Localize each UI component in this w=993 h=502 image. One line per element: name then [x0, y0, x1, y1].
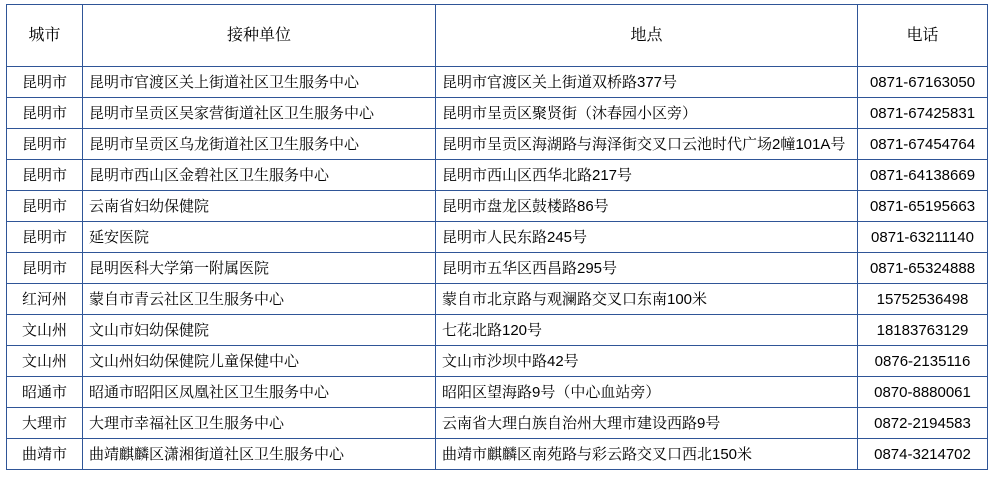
table-row	[7, 346, 988, 377]
cell-city: 昆明市	[7, 98, 83, 129]
cell-phone: 0872-2194583	[858, 408, 988, 439]
cell-unit: 昆明市官渡区关上街道社区卫生服务中心	[83, 67, 436, 98]
cell-unit: 大理市幸福社区卫生服务中心	[83, 408, 436, 439]
cell-phone: 0871-67454764	[858, 129, 988, 160]
table-body	[7, 67, 988, 470]
cell-phone: 0876-2135116	[858, 346, 988, 377]
cell-address: 昆明市呈贡区海湖路与海泽街交叉口云池时代广场2幢101A号	[436, 129, 858, 160]
cell-phone: 0871-67425831	[858, 98, 988, 129]
cell-phone: 0871-64138669	[858, 160, 988, 191]
cell-city: 昆明市	[7, 129, 83, 160]
cell-address: 昆明市盘龙区鼓楼路86号	[436, 191, 858, 222]
cell-address: 七花北路120号	[436, 315, 858, 346]
table-row	[7, 284, 988, 315]
cell-address: 昭阳区望海路9号（中心血站旁）	[436, 377, 858, 408]
cell-address: 昆明市西山区西华北路217号	[436, 160, 858, 191]
table-row	[7, 315, 988, 346]
vaccination-sites-table	[6, 4, 988, 470]
cell-address: 昆明市人民东路245号	[436, 222, 858, 253]
column-header-address: 地点	[436, 5, 858, 67]
cell-unit: 延安医院	[83, 222, 436, 253]
cell-address: 昆明市官渡区关上街道双桥路377号	[436, 67, 858, 98]
table-header	[7, 5, 988, 67]
table-row	[7, 439, 988, 470]
cell-city: 昆明市	[7, 222, 83, 253]
cell-city: 文山州	[7, 346, 83, 377]
cell-city: 昭通市	[7, 377, 83, 408]
table-row	[7, 253, 988, 284]
table-row	[7, 129, 988, 160]
table-row	[7, 377, 988, 408]
cell-unit: 昆明医科大学第一附属医院	[83, 253, 436, 284]
table-row	[7, 98, 988, 129]
cell-city: 昆明市	[7, 67, 83, 98]
cell-unit: 昆明市呈贡区乌龙街道社区卫生服务中心	[83, 129, 436, 160]
column-header-unit: 接种单位	[83, 5, 436, 67]
table-row	[7, 222, 988, 253]
cell-city: 昆明市	[7, 253, 83, 284]
cell-city: 文山州	[7, 315, 83, 346]
cell-address: 文山市沙坝中路42号	[436, 346, 858, 377]
cell-city: 大理市	[7, 408, 83, 439]
cell-address: 昆明市呈贡区聚贤街（沐春园小区旁）	[436, 98, 858, 129]
column-header-city: 城市	[7, 5, 83, 67]
cell-address: 昆明市五华区西昌路295号	[436, 253, 858, 284]
cell-phone: 0871-65324888	[858, 253, 988, 284]
cell-phone: 18183763129	[858, 315, 988, 346]
cell-city: 昆明市	[7, 160, 83, 191]
cell-phone: 0874-3214702	[858, 439, 988, 470]
cell-phone: 0871-63211140	[858, 222, 988, 253]
cell-unit: 昭通市昭阳区凤凰社区卫生服务中心	[83, 377, 436, 408]
cell-phone: 15752536498	[858, 284, 988, 315]
cell-phone: 0871-67163050	[858, 67, 988, 98]
cell-phone: 0871-65195663	[858, 191, 988, 222]
table-row	[7, 160, 988, 191]
cell-unit: 曲靖麒麟区潇湘街道社区卫生服务中心	[83, 439, 436, 470]
table-row	[7, 67, 988, 98]
cell-unit: 文山市妇幼保健院	[83, 315, 436, 346]
table-header-row	[7, 5, 988, 67]
cell-city: 曲靖市	[7, 439, 83, 470]
cell-unit: 文山州妇幼保健院儿童保健中心	[83, 346, 436, 377]
cell-phone: 0870-8880061	[858, 377, 988, 408]
cell-unit: 昆明市呈贡区吴家营街道社区卫生服务中心	[83, 98, 436, 129]
cell-unit: 云南省妇幼保健院	[83, 191, 436, 222]
table-row	[7, 191, 988, 222]
cell-address: 曲靖市麒麟区南苑路与彩云路交叉口西北150米	[436, 439, 858, 470]
cell-address: 云南省大理白族自治州大理市建设西路9号	[436, 408, 858, 439]
cell-city: 红河州	[7, 284, 83, 315]
column-header-phone: 电话	[858, 5, 988, 67]
table-row	[7, 408, 988, 439]
cell-address: 蒙自市北京路与观澜路交叉口东南100米	[436, 284, 858, 315]
cell-unit: 蒙自市青云社区卫生服务中心	[83, 284, 436, 315]
cell-city: 昆明市	[7, 191, 83, 222]
cell-unit: 昆明市西山区金碧社区卫生服务中心	[83, 160, 436, 191]
